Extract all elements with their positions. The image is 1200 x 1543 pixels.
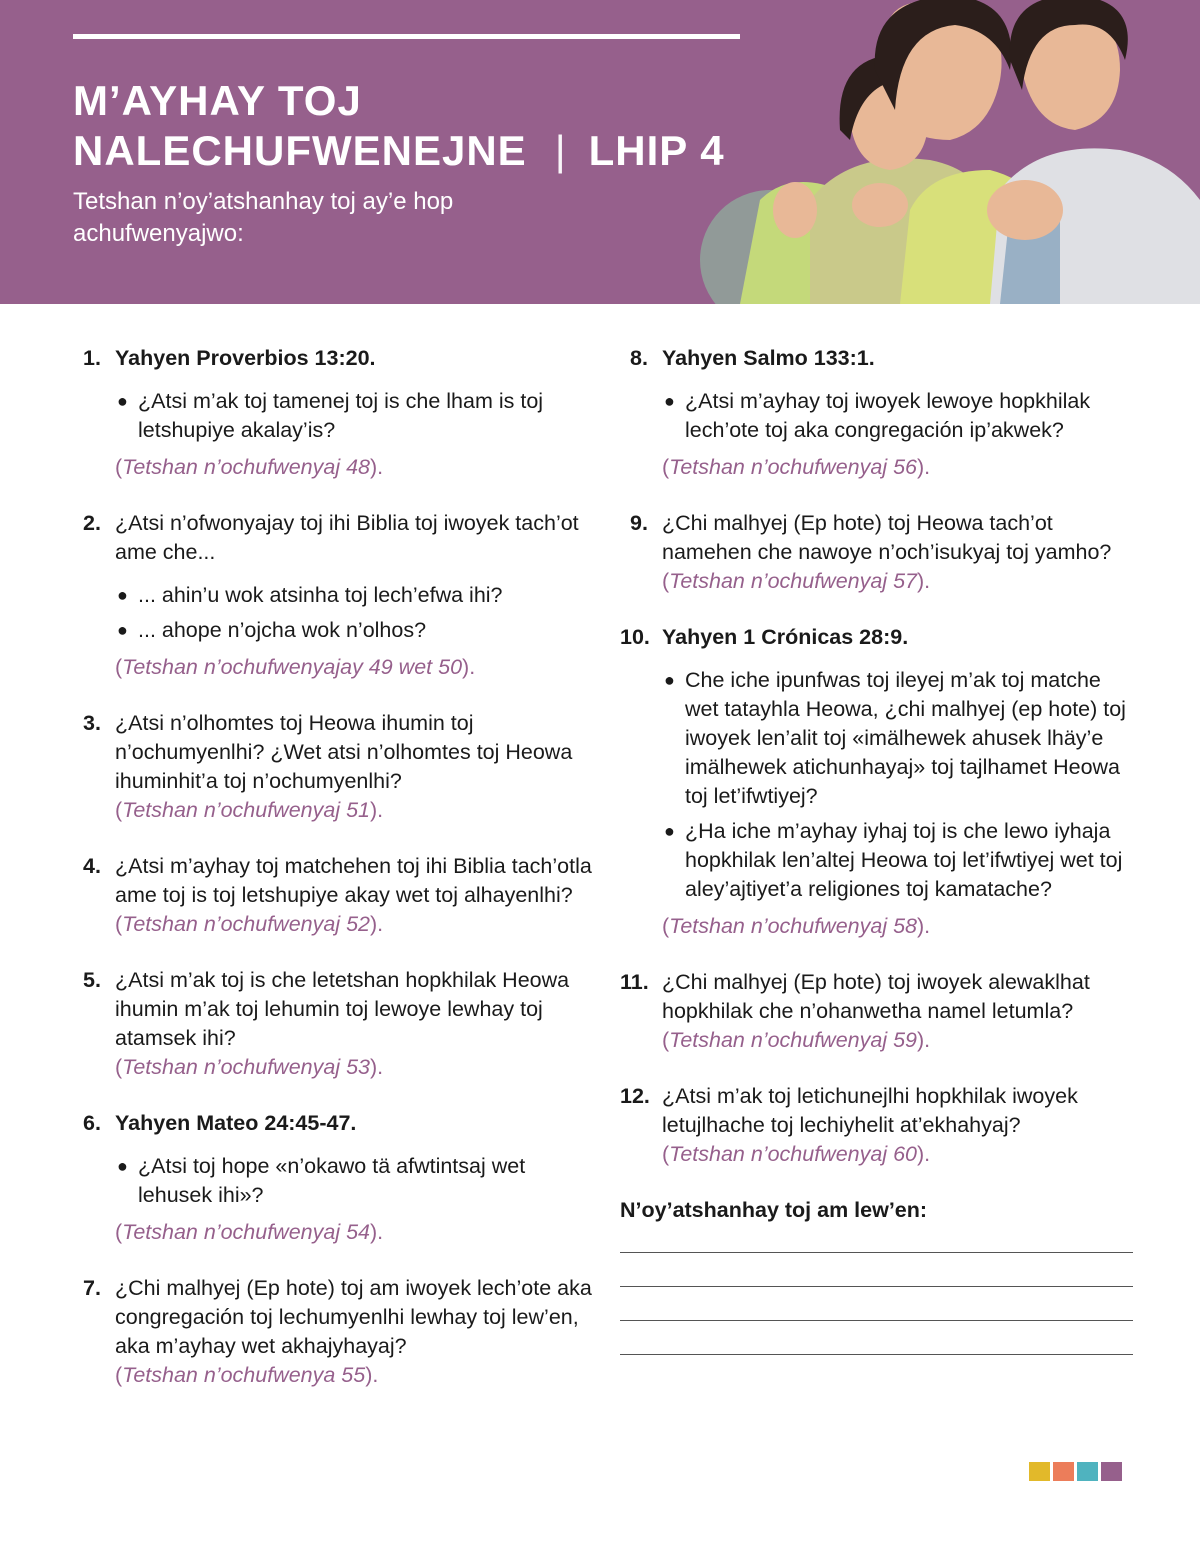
note-line: [620, 1252, 1133, 1253]
bullet-item: [662, 666, 1135, 811]
question-3: [83, 709, 593, 825]
question-2: [83, 509, 593, 682]
reference-text: Tetshan n’ochufwenyaj 59: [669, 1028, 917, 1052]
bullet-list: [662, 666, 1135, 904]
bullet-text: ¿Atsi m’ayhay toj iwoyek lewoye hopkhilak lech’ote toj aka congregación ip’akwek?: [685, 389, 1091, 442]
question-8: [620, 344, 1135, 482]
bullet-dot-icon: ●: [117, 1156, 128, 1176]
reference-text: Tetshan n’ochufwenyaj 60: [669, 1142, 917, 1166]
bullet-item: [115, 1152, 593, 1210]
question-9: [620, 509, 1135, 596]
bullet-list: [115, 1152, 593, 1210]
question-text: ¿Chi malhyej (Ep hote) toj Heowa tach’ot namehen che nawoye n’och’isukyaj toj yamho?: [662, 511, 1112, 564]
question-number: 4.: [83, 854, 101, 878]
questions-column-right: [620, 344, 1135, 1355]
question-5: [83, 966, 593, 1082]
question-text: ¿Atsi m’ayhay toj matchehen toj ihi Biblia tach’otla ame toj is toj letshupiye akay wet toj alhayenlhi?: [115, 854, 592, 907]
bullet-item: [115, 387, 593, 445]
reference-text: Tetshan n’ochufwenyaj 58: [669, 914, 917, 938]
questions-column-left: [83, 344, 593, 1417]
yellow-swatch: [1029, 1462, 1050, 1481]
bullet-text: Che iche ipunfwas toj ileyej m’ak toj matche wet tatayhla Heowa, ¿chi malhyej (ep hote) toj iwoyek len’alit toj «imälhewek ahusek lhäy’e imälhewek atichunhayaj» toj tajlhamet Heowa toj let’ifwtiyej?: [685, 668, 1126, 808]
paragraph-reference: (Tetshan n’ochufwenyaj 53).: [115, 1055, 384, 1079]
paragraph-reference: (Tetshan n’ochufwenyaj 58).: [662, 914, 931, 938]
question-number: 9.: [630, 511, 648, 535]
question-number: 11.: [620, 970, 649, 994]
reference-text: Tetshan n’ochufwenyaj 48: [122, 455, 370, 479]
bullet-dot-icon: ●: [664, 821, 675, 841]
bullet-dot-icon: ●: [117, 585, 128, 605]
page-title: [73, 76, 725, 176]
reference-text: Tetshan n’ochufwenyaj 51: [122, 798, 370, 822]
question-number: 10.: [620, 625, 650, 649]
note-line: [620, 1320, 1133, 1321]
notes-title: N’oy’atshanhay toj am lew’en:: [620, 1198, 928, 1222]
header-banner: [0, 0, 1200, 304]
bullet-text: ... ahin’u wok atsinha toj lech’efwa ihi?: [138, 583, 503, 607]
question-text: Yahyen Proverbios 13:20.: [115, 346, 376, 370]
question-number: 3.: [83, 711, 101, 735]
reference-text: Tetshan n’ochufwenyaj 54: [122, 1220, 370, 1244]
paragraph-reference: (Tetshan n’ochufwenyaj 54).: [115, 1220, 384, 1244]
header-rule: [73, 34, 740, 39]
question-text: ¿Chi malhyej (Ep hote) toj am iwoyek lech’ote aka congregación toj lechumyenlhi lewhay toj lew’en, aka m’ayhay wet akhajyhayaj?: [115, 1276, 592, 1358]
question-text: ¿Atsi m’ak toj is che letetshan hopkhilak Heowa ihumin m’ak toj lehumin toj lewoye lewhay toj atamsek ihi?: [115, 968, 570, 1050]
bullet-dot-icon: ●: [117, 391, 128, 411]
question-number: 2.: [83, 511, 101, 535]
orange-swatch: [1053, 1462, 1074, 1481]
reference-text: Tetshan n’ochufwenya 55: [122, 1363, 366, 1387]
bullet-text: ... ahope n’ojcha wok n’olhos?: [138, 618, 427, 642]
paragraph-reference: (Tetshan n’ochufwenyaj 57).: [662, 569, 931, 593]
note-line: [620, 1354, 1133, 1355]
bullet-list: [115, 387, 593, 445]
question-11: [620, 968, 1135, 1055]
bullet-dot-icon: ●: [664, 391, 675, 411]
page-subtitle: Tetshan n’oy’atshanhay toj ay’e hop achufwenyajwo:: [73, 188, 454, 247]
title-part: LHIP 4: [588, 127, 725, 174]
paragraph-reference: (Tetshan n’ochufwenyaj 52).: [115, 912, 384, 936]
question-text: Yahyen Mateo 24:45-47.: [115, 1111, 357, 1135]
question-text: ¿Atsi n’ofwonyajay toj ihi Biblia toj iwoyek tach’ot ame che...: [115, 511, 579, 564]
paragraph-reference: (Tetshan n’ochufwenya 55).: [115, 1363, 379, 1387]
question-10: [620, 623, 1135, 941]
question-number: 8.: [630, 346, 648, 370]
question-number: 12.: [620, 1084, 650, 1108]
purple-swatch: [1101, 1462, 1122, 1481]
paragraph-reference: (Tetshan n’ochufwenyaj 60).: [662, 1142, 931, 1166]
family-praying-illustration: [700, 0, 1200, 304]
question-number: 7.: [83, 1276, 101, 1300]
question-text: ¿Chi malhyej (Ep hote) toj iwoyek alewaklhat hopkhilak che n’ohanwetha namel letumla?: [662, 970, 1090, 1023]
bullet-dot-icon: ●: [664, 670, 675, 690]
question-7: [83, 1274, 593, 1390]
question-1: [83, 344, 593, 482]
question-text: ¿Atsi m’ak toj letichunejlhi hopkhilak iwoyek letujlhache toj lechiyhelit at’ekhahyaj?: [662, 1084, 1078, 1137]
bullet-item: [115, 616, 593, 645]
question-text: ¿Atsi n’olhomtes toj Heowa ihumin toj n’ochumyenlhi? ¿Wet atsi n’olhomtes toj Heowa ihuminhit’a toj n’ochumyenlhi?: [115, 711, 573, 793]
bullet-dot-icon: ●: [117, 620, 128, 640]
reference-text: Tetshan n’ochufwenyaj 52: [122, 912, 370, 936]
bullet-text: ¿Atsi toj hope «n’okawo tä afwtintsaj wet lehusek ihi»?: [138, 1154, 526, 1207]
title-separator: |: [554, 127, 567, 174]
paragraph-reference: (Tetshan n’ochufwenyaj 51).: [115, 798, 384, 822]
paragraph-reference: (Tetshan n’ochufwenyaj 48).: [115, 455, 384, 479]
bullet-item: [662, 387, 1135, 445]
question-4: [83, 852, 593, 939]
paragraph-reference: (Tetshan n’ochufwenyaj 59).: [662, 1028, 931, 1052]
reference-text: Tetshan n’ochufwenyaj 53: [122, 1055, 370, 1079]
question-12: [620, 1082, 1135, 1169]
bullet-item: [115, 581, 593, 610]
reference-text: Tetshan n’ochufwenyaj 56: [669, 455, 917, 479]
bullet-item: [662, 817, 1135, 904]
question-number: 5.: [83, 968, 101, 992]
bullet-text: ¿Atsi m’ak toj tamenej toj is che lham is toj letshupiye akalay’is?: [138, 389, 544, 442]
question-number: 6.: [83, 1111, 101, 1135]
question-number: 1.: [83, 346, 101, 370]
bullet-text: ¿Ha iche m’ayhay iyhaj toj is che lewo iyhaja hopkhilak len’altej Heowa toj let’ifwtiyej wet toj aley’ajtiyet’a religiones toj kamatache?: [685, 819, 1123, 901]
title-main: NALECHUFWENEJNE: [73, 127, 527, 174]
note-line: [620, 1286, 1133, 1287]
question-text: Yahyen 1 Crónicas 28:9.: [662, 625, 909, 649]
reference-text: Tetshan n’ochufwenyajay 49 wet 50: [122, 655, 463, 679]
reference-text: Tetshan n’ochufwenyaj 57: [669, 569, 917, 593]
bullet-list: [662, 387, 1135, 445]
title-line-2: [73, 126, 725, 176]
question-6: [83, 1109, 593, 1247]
title-line-1: M’AYHAY TOJ: [73, 77, 362, 124]
color-swatches: [1029, 1462, 1122, 1481]
paragraph-reference: (Tetshan n’ochufwenyajay 49 wet 50).: [115, 655, 476, 679]
paragraph-reference: (Tetshan n’ochufwenyaj 56).: [662, 455, 931, 479]
question-text: Yahyen Salmo 133:1.: [662, 346, 875, 370]
teal-swatch: [1077, 1462, 1098, 1481]
bullet-list: [115, 581, 593, 645]
